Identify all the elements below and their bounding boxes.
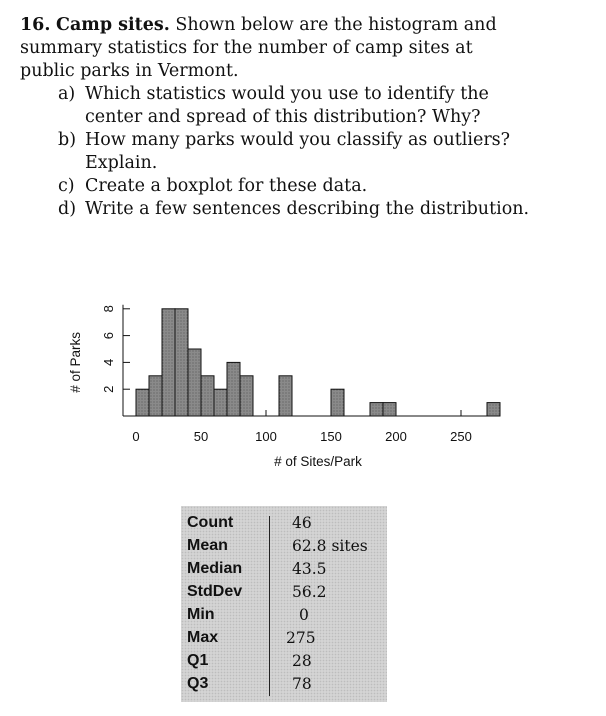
problem-parts — [20, 83, 530, 221]
part-label: b) — [58, 130, 77, 150]
stat-row-stddev — [187, 583, 383, 606]
histogram-bar — [487, 403, 500, 416]
stat-value: 62.8 sites — [292, 537, 368, 555]
stat-value: 46 — [292, 514, 312, 532]
part-d — [20, 198, 530, 221]
histogram-bar — [149, 376, 162, 416]
stat-value: 275 — [286, 629, 316, 647]
stat-label: Q1 — [187, 652, 209, 669]
part-text: How many parks would you classify as outliers? Explain. — [85, 130, 511, 173]
part-a — [20, 83, 530, 129]
histogram-bars — [136, 309, 500, 416]
stat-label: Mean — [187, 537, 228, 554]
x-axis-title: # of Sites/Park — [274, 454, 362, 469]
stat-row-max — [187, 629, 383, 652]
stat-row-count — [187, 514, 383, 537]
stat-row-mean — [187, 537, 383, 560]
histogram-svg — [60, 290, 540, 480]
histogram-bar — [175, 309, 188, 416]
stat-value: 56.2 — [292, 583, 327, 601]
histogram-bar — [383, 403, 396, 416]
x-tick-label: 150 — [320, 429, 342, 444]
stat-value: 28 — [292, 652, 312, 670]
problem-intro-text: Shown below are the histogram and summary statistics for the number of camp sites at public parks in Vermont. — [20, 15, 497, 81]
part-label: c) — [58, 176, 75, 196]
stat-value: 78 — [292, 675, 312, 693]
part-text: Create a boxplot for these data. — [85, 176, 368, 196]
stat-label: Min — [187, 606, 215, 623]
stat-label: Q3 — [187, 675, 209, 692]
x-tick-label: 200 — [385, 429, 407, 444]
problem-intro — [20, 14, 530, 83]
x-tick-label: 250 — [450, 429, 472, 444]
stat-label: Median — [187, 560, 243, 577]
stat-row-min — [187, 606, 383, 629]
part-label: d) — [58, 199, 77, 219]
histogram-bar — [214, 389, 227, 416]
histogram-bar — [227, 362, 240, 416]
y-axis-title: # of Parks — [68, 332, 83, 393]
y-tick-label: 2 — [101, 385, 116, 393]
stat-value: 43.5 — [292, 560, 327, 578]
histogram-bar — [136, 389, 149, 416]
stat-label: StdDev — [187, 583, 243, 600]
histogram-bar — [240, 376, 253, 416]
summary-statistics — [181, 506, 387, 702]
histogram-bar — [279, 376, 292, 416]
histogram-bar — [188, 349, 201, 416]
histogram-bar — [201, 376, 214, 416]
histogram-axes — [101, 305, 500, 444]
part-b — [20, 129, 530, 175]
stat-value: 0 — [299, 606, 309, 624]
part-label: a) — [58, 84, 76, 104]
y-tick-label: 8 — [101, 305, 116, 313]
x-tick-label: 50 — [193, 429, 209, 444]
problem-16 — [20, 14, 530, 221]
histogram-bar — [162, 309, 175, 416]
y-tick-label: 6 — [101, 331, 116, 340]
y-tick-label: 4 — [101, 358, 116, 367]
problem-heading: Camp sites. — [56, 15, 170, 35]
x-tick-label: 100 — [255, 429, 277, 444]
histogram-bar — [370, 403, 383, 416]
stat-row-q3 — [187, 675, 383, 698]
stat-label: Count — [187, 514, 234, 531]
histogram — [60, 290, 540, 480]
stat-row-median — [187, 560, 383, 583]
part-text: Which statistics would you use to identify the center and spread of this distribution? Why? — [85, 84, 489, 127]
part-text: Write a few sentences describing the distribution. — [85, 199, 530, 219]
x-tick-label: 0 — [132, 429, 140, 444]
problem-number: 16. — [20, 15, 51, 35]
stat-row-q1 — [187, 652, 383, 675]
stat-label: Max — [187, 629, 219, 646]
histogram-bar — [331, 389, 344, 416]
part-c — [20, 175, 530, 198]
